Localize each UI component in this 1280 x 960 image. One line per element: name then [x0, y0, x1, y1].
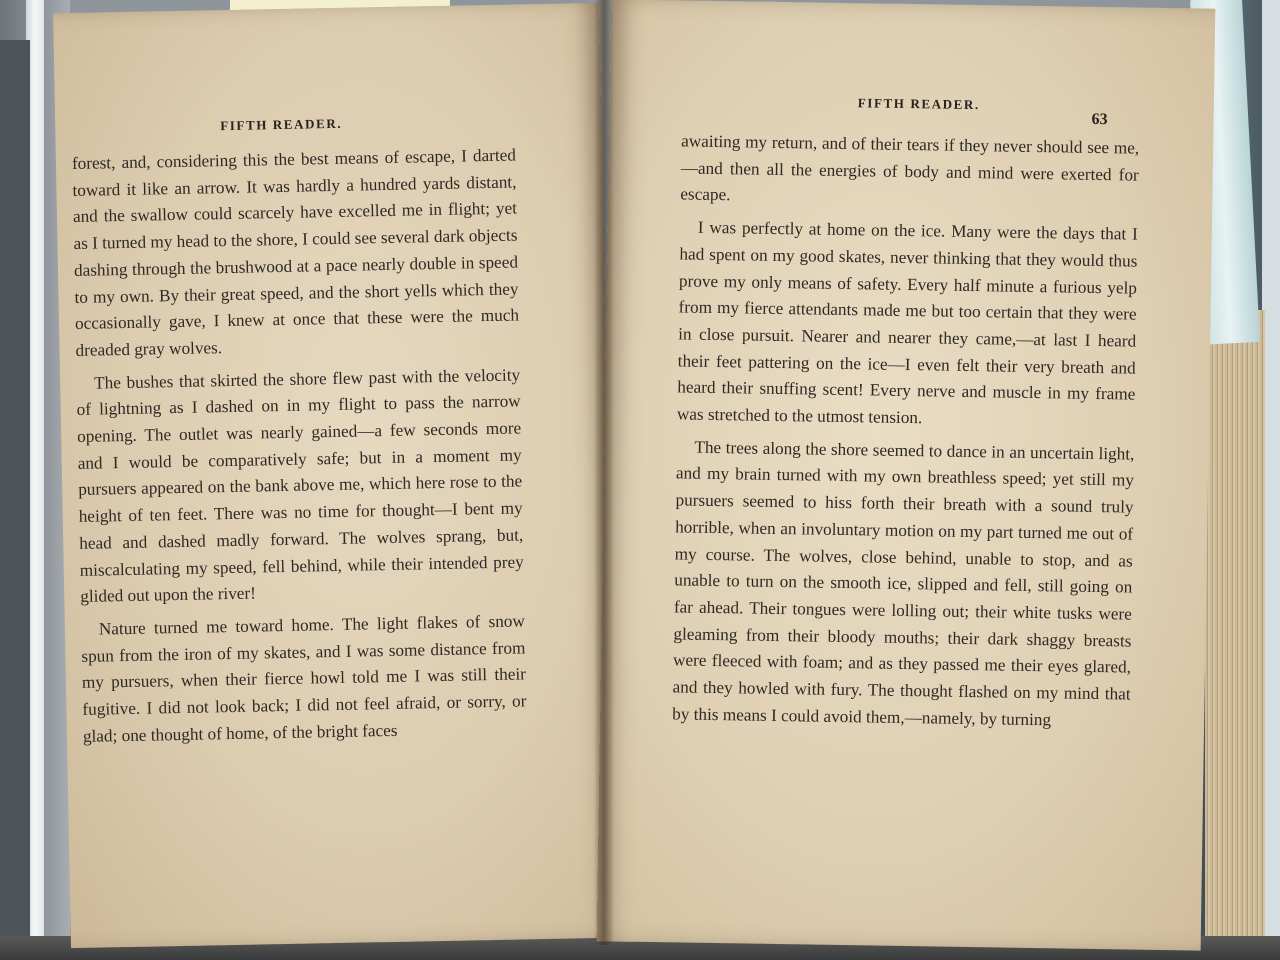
page-number: 63 [1091, 110, 1108, 129]
book-cover-left [0, 40, 30, 960]
page-body [672, 128, 1139, 735]
book-gutter [594, 0, 614, 945]
running-head: FIFTH READER. [220, 115, 343, 134]
page-edges [1205, 310, 1265, 950]
running-head: FIFTH READER. [857, 95, 980, 113]
paragraph: The bushes that skirted the shore flew past with the velocity of lightning as I dashed on in my flight to pass the narrow opening. The outlet was nearly gained—a few seconds more and I would be comparatively safe; but in a moment my pursuers appeared on the bank above me, which here rose to the height of ten feet. There was no time for thought—I bent my head and dashed madly forward. The wolves sprang, but, miscalculating my speed, fell behind, while their intended prey glided out upon the river! [76, 365, 524, 607]
left-page [53, 3, 617, 948]
paragraph: The trees along the shore seemed to dance in an uncertain light, and my brain turned with my own breathless speed; yet still my pursuers seemed to hiss forth their breath with a sound truly horrible, when an involuntary motion on my part turned me out of my course. The wolves, close behind, unable to stop, and as unable to turn on the smooth ice, slipped and fell, still going on far ahead. Their tongues were lolling out; their white tusks were gleaming from their bloody mouths; their dark shaggy breasts were fleeced with foam; and as they passed me their eyes glared, and they howled with fury. The thought flashed on my mind that by this means I could avoid them,—namely, by turning [672, 437, 1135, 730]
paragraph: awaiting my return, and of their tears if they never should see me,—and then all the energies of body and mind were exerted for escape. [680, 131, 1140, 205]
right-page [597, 0, 1216, 951]
paragraph: Nature turned me toward home. The light flakes of snow spun from the iron of my skates, and I was some distance from my pursuers, when their fierce howl told me I was still their fugitive. I did not look back; I did not feel afraid, or sorry, or glad; one thought of home, of the bright faces [81, 611, 527, 746]
paragraph: I was perfectly at home on the ice. Many were the days that I had spent on my good skates, never thinking that they would thus prove my only means of safety. Every half minute a furious yelp from my fierce attendants made me but too certain that they were in close pursuit. Nearer and nearer they came,—at last I heard their feet pattering on the ice—I even felt their very breath and heard their snuffing scent! Every nerve and muscle in my frame was stretched to the utmost tension. [676, 217, 1138, 428]
page-body [72, 142, 527, 750]
paragraph: forest, and, considering this the best means of escape, I darted toward it like an arrow. It was hardly a hundred yards distant, and the swallow could scarcely have excelled me in flight; yet as I turned my head to the shore, I could see several dark objects dashing through the brushwood at a pace nearly double in speed to my own. By their great speed, and the short yells which they occasionally gave, I knew at once that these were the much dreaded gray wolves. [71, 145, 520, 360]
